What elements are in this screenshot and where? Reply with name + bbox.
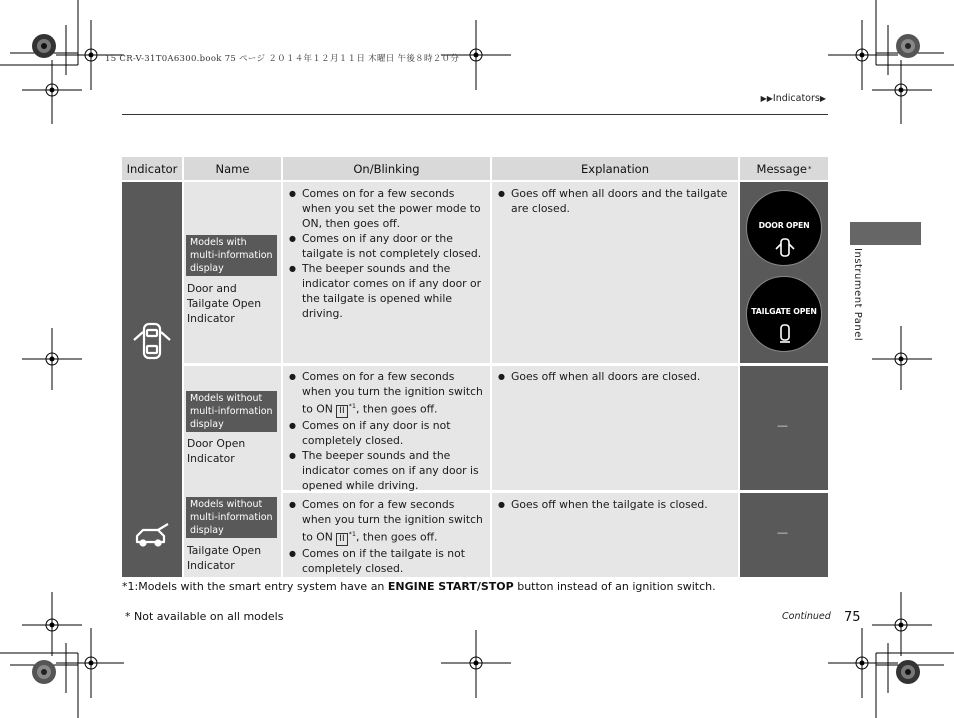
row1-message-cell <box>740 182 828 363</box>
row1-on-blinking <box>283 182 490 363</box>
breadcrumb[interactable] <box>761 93 826 104</box>
footnote-bold: ENGINE START/STOP <box>387 580 514 593</box>
car-tailgate-open-icon <box>134 522 170 550</box>
footnote <box>122 580 716 593</box>
print-header: 15 CR-V-31T0A6300.book 75 ページ ２０１４年１２月１１日 木曜日 午後８時２０分 <box>105 54 460 64</box>
row2-message-cell <box>740 366 828 490</box>
list-item: ● Comes on if any door is not completely closed. <box>288 418 486 448</box>
row1-on-blinking-list <box>288 186 486 321</box>
row3-on-blinking-list <box>288 497 486 576</box>
row1-badge: Models with multi-information display <box>186 235 277 276</box>
footnote-suffix: button instead of an ignition switch. <box>513 580 716 593</box>
list-item: ● Goes off when all doors and the tailgate are closed. <box>497 186 734 216</box>
car-doors-open-icon <box>130 320 174 362</box>
header-indicator: Indicator <box>122 157 182 180</box>
header-name: Name <box>184 157 281 180</box>
row3-on-blinking <box>283 493 490 577</box>
list-item-text: Comes on for a few seconds when you turn the ignition switch to ON <box>302 370 483 416</box>
breadcrumb-prefix: ▶▶ <box>760 94 773 103</box>
header-explanation: Explanation <box>492 157 738 180</box>
list-item: ● Comes on if any door or the tailgate is not completely closed. <box>288 231 486 261</box>
availability-note: * Not available on all models <box>125 610 284 623</box>
row2-on-blinking-list <box>288 369 486 493</box>
list-item: ● The beeper sounds and the indicator comes on if any door is opened while driving. <box>288 448 486 493</box>
list-item <box>288 369 486 418</box>
section-tab-label: Instrument Panel <box>852 248 863 342</box>
tailgate-open-message-text: TAILGATE OPEN <box>751 307 817 316</box>
footnote-ref: *1 <box>348 530 356 538</box>
row3-badge: Models without multi-information display <box>186 497 277 538</box>
row3-message-cell <box>740 493 828 577</box>
row1-name: Door and Tailgate Open Indicator <box>187 282 262 325</box>
row2-name: Door Open Indicator <box>187 437 246 465</box>
row3-message: — <box>777 526 788 539</box>
footnote-ref: *1 <box>348 402 356 410</box>
list-item: ● Goes off when the tailgate is closed. <box>497 497 734 512</box>
row3-name: Tailgate Open Indicator <box>187 544 262 572</box>
list-item: ● Comes on if the tailgate is not completely closed. <box>288 546 486 576</box>
list-item: ● Goes off when all doors are closed. <box>497 369 734 384</box>
header-rule <box>122 114 828 115</box>
row3-explanation <box>492 493 738 577</box>
row2-message: — <box>777 419 788 432</box>
breadcrumb-label[interactable]: Indicators <box>772 93 820 104</box>
page-number: 75 <box>844 610 861 625</box>
door-open-message <box>746 190 822 266</box>
door-open-message-text: DOOR OPEN <box>758 221 810 230</box>
header-message-mark: * <box>807 164 812 173</box>
ignition-position-symbol: II <box>336 405 347 418</box>
continued-label: Continued <box>782 611 831 622</box>
footnote-prefix: *1:Models with the smart entry system have an <box>122 580 388 593</box>
section-tab[interactable] <box>850 222 921 245</box>
header-on-blinking: On/Blinking <box>283 157 490 180</box>
list-item <box>288 497 486 546</box>
list-item-text-end: , then goes off. <box>356 530 438 544</box>
header-message <box>740 157 828 180</box>
header-message-label: Message <box>756 161 807 176</box>
breadcrumb-suffix: ▶ <box>819 94 826 103</box>
car-doors-open-icon <box>775 237 795 259</box>
tailgate-open-message <box>746 276 822 352</box>
list-item: ● Comes on for a few seconds when you set the power mode to ON, then goes off. <box>288 186 486 231</box>
row2-badge: Models without multi-information display <box>186 391 277 432</box>
row2-on-blinking <box>283 366 490 490</box>
row2-explanation <box>492 366 738 490</box>
car-tailgate-open-icon <box>775 323 795 345</box>
list-item-text-end: , then goes off. <box>356 402 438 416</box>
list-item: ● The beeper sounds and the indicator comes on if any door or the tailgate is opened while driving. <box>288 261 486 321</box>
ignition-position-symbol: II <box>336 533 347 546</box>
row1-explanation <box>492 182 738 363</box>
list-item-text: Comes on for a few seconds when you turn the ignition switch to ON <box>302 498 483 544</box>
